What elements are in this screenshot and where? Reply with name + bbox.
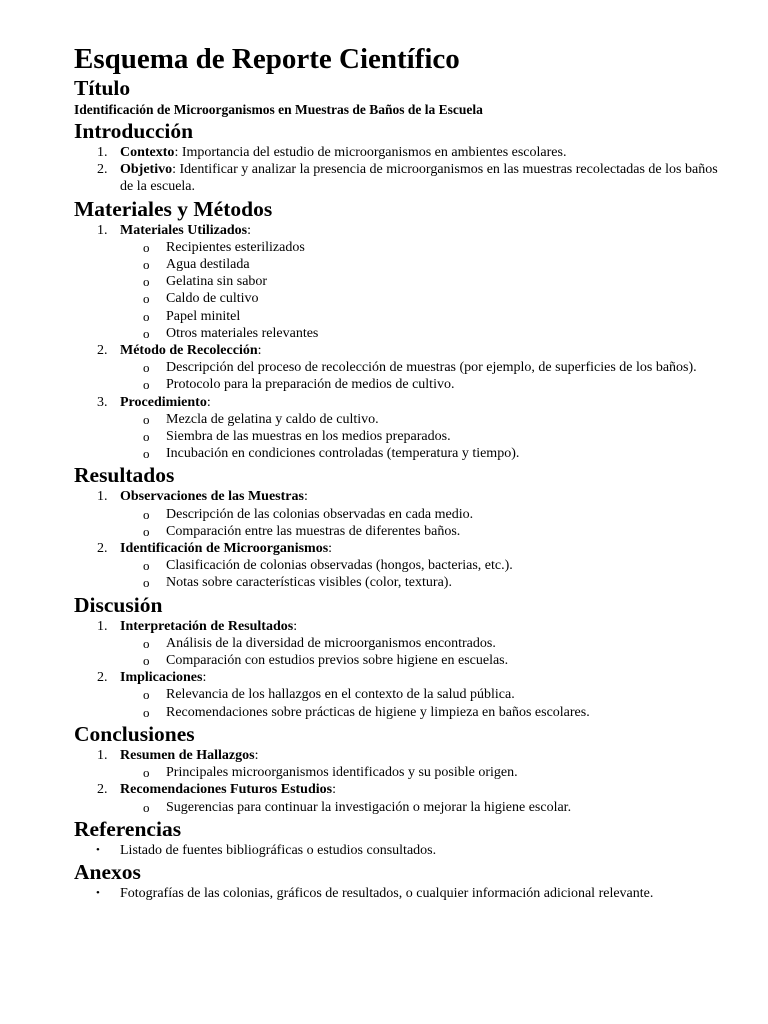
numbered-list-conclusiones (74, 747, 728, 816)
section-referencias (74, 817, 728, 859)
sub-bullet-icon: o (143, 360, 150, 376)
list-item (74, 222, 728, 342)
list-number: 1. (97, 747, 108, 763)
sub-bullet-icon: o (143, 429, 150, 445)
section-discusion (74, 593, 728, 721)
list-number: 2. (97, 343, 108, 359)
sub-bullet-icon: o (143, 291, 150, 307)
section-conclusiones (74, 722, 728, 816)
sub-bullet-icon: o (143, 325, 150, 341)
sub-list-item (74, 799, 728, 816)
sub-list (120, 239, 728, 342)
item-text: : (328, 541, 333, 557)
sub-item-text: Recipientes esterilizados (166, 239, 305, 255)
sub-item-text: Comparación con estudios previos sobre higiene en escuelas. (166, 653, 509, 669)
sub-bullet-icon: o (143, 635, 150, 651)
item-label: Objetivo (120, 162, 173, 178)
item-label: Materiales Utilizados (120, 222, 248, 238)
sub-item-text: Gelatina sin sabor (166, 274, 268, 290)
item-label: Recomendaciones Futuros Estudios (120, 782, 333, 798)
list-item (74, 394, 728, 463)
list-item (74, 540, 728, 592)
sub-bullet-icon: o (143, 308, 150, 324)
list-number: 2. (97, 670, 108, 686)
sub-item-text: Notas sobre características visibles (color, textura). (166, 575, 452, 591)
sub-list (120, 635, 728, 669)
numbered-list-intro (74, 144, 728, 196)
sub-item-text: Papel minitel (166, 308, 241, 324)
sub-bullet-icon: o (143, 506, 150, 522)
sub-bullet-icon: o (143, 687, 150, 703)
list-number: 1. (97, 618, 108, 634)
list-number: 1. (97, 222, 108, 238)
sub-list-item (74, 704, 728, 721)
item-label: Procedimiento (120, 394, 207, 410)
sub-item-text: Sugerencias para continuar la investigación o mejorar la higiene escolar. (166, 799, 572, 815)
sub-bullet-icon: o (143, 575, 150, 591)
list-item (74, 618, 728, 670)
report-title-text: Identificación de Microorganismos en Muestras de Baños de la Escuela (74, 102, 483, 117)
sub-list-item (74, 256, 728, 273)
list-number: 2. (97, 162, 108, 178)
item-label: Contexto (120, 145, 175, 160)
sub-list (120, 557, 728, 591)
sub-list-item (74, 411, 728, 428)
sub-bullet-icon: o (143, 257, 150, 273)
item-label: Implicaciones (120, 670, 203, 686)
sub-bullet-icon: o (143, 377, 150, 393)
item-label: Identificación de Microorganismos (120, 541, 329, 557)
sub-bullet-icon: o (143, 653, 150, 669)
item-text: : (202, 670, 207, 686)
sub-item-text: Comparación entre las muestras de diferentes baños. (166, 523, 461, 539)
list-item (74, 488, 728, 540)
numbered-list-resultados (74, 488, 728, 591)
list-number: 2. (97, 782, 108, 798)
section-resultados (74, 463, 728, 591)
sub-list-item (74, 273, 728, 290)
list-number: 1. (97, 145, 108, 160)
item-text: : Identificar y analizar la presencia de microorganismos en las muestras recolectadas de los baños de la escuela. (120, 162, 718, 195)
sub-item-text: Siembra de las muestras en los medios preparados. (166, 429, 451, 445)
sub-item-text: Otros materiales relevantes (166, 325, 319, 341)
sub-bullet-icon: o (143, 274, 150, 290)
list-item (74, 669, 728, 721)
bullet-item (74, 842, 728, 859)
bullet-text: Listado de fuentes bibliográficas o estudios consultados. (120, 842, 437, 858)
sub-list (120, 764, 728, 781)
bullet-list-anexos (74, 885, 728, 902)
item-label: Resumen de Hallazgos (120, 747, 255, 763)
sub-bullet-icon: o (143, 239, 150, 255)
item-text: : (293, 618, 298, 634)
document-title: Esquema de Reporte Científico (74, 43, 460, 75)
item-label: Método de Recolección (120, 343, 258, 359)
section-heading-resultados: Resultados (74, 463, 175, 488)
sub-list (120, 799, 728, 816)
numbered-list-materiales (74, 222, 728, 463)
section-materiales (74, 197, 728, 463)
sub-list-item (74, 359, 728, 376)
sub-bullet-icon: o (143, 523, 150, 539)
sub-list (120, 686, 728, 720)
sub-list-item (74, 428, 728, 445)
sub-list-item (74, 652, 728, 669)
sub-item-text: Agua destilada (166, 257, 250, 273)
numbered-list-discusion (74, 618, 728, 721)
sub-item-text: Análisis de la diversidad de microorganismos encontrados. (166, 635, 496, 651)
section-intro (74, 119, 728, 196)
list-number: 2. (97, 541, 108, 557)
sub-item-text: Descripción de las colonias observadas en cada medio. (166, 506, 474, 522)
sub-list-item (74, 376, 728, 393)
list-number: 3. (97, 394, 108, 410)
list-item (74, 144, 728, 161)
bullet-list-referencias (74, 842, 728, 859)
sub-item-text: Mezcla de gelatina y caldo de cultivo. (166, 411, 379, 427)
item-text: : Importancia del estudio de microorganismos en ambientes escolares. (174, 145, 567, 160)
bullet-icon: • (96, 843, 100, 856)
item-text: : (332, 782, 336, 798)
section-heading-conclusiones: Conclusiones (74, 721, 195, 746)
sub-list-item (74, 523, 728, 540)
sub-item-text: Clasificación de colonias observadas (hongos, bacterias, etc.). (166, 558, 513, 574)
sub-bullet-icon: o (143, 765, 150, 781)
section-heading-materiales: Materiales y Métodos (74, 196, 273, 221)
section-heading-referencias: Referencias (74, 816, 182, 841)
sub-list-item (74, 239, 728, 256)
sub-bullet-icon: o (143, 558, 150, 574)
list-number: 1. (97, 489, 108, 505)
item-text: : (254, 747, 259, 763)
sub-bullet-icon: o (143, 411, 150, 427)
item-text: : (303, 489, 308, 505)
sub-list-item (74, 445, 728, 462)
sub-item-text: Recomendaciones sobre prácticas de higiene y limpieza en baños escolares. (166, 704, 590, 720)
sub-item-text: Descripción del proceso de recolección de muestras (por ejemplo, de superficies de los baños). (166, 360, 697, 376)
section-heading-anexos: Anexos (74, 859, 141, 884)
sub-list (120, 359, 728, 393)
section-heading-discusion: Discusión (74, 592, 163, 617)
sub-bullet-icon: o (143, 704, 150, 720)
titulo-heading: Título (74, 76, 131, 100)
sub-list-item (74, 290, 728, 307)
list-item (74, 781, 728, 815)
sub-item-text: Relevancia de los hallazgos en el contexto de la salud pública. (166, 687, 515, 703)
sub-item-text: Principales microorganismos identificados y su posible origen. (166, 765, 518, 781)
sub-list-item (74, 557, 728, 574)
item-label: Interpretación de Resultados (120, 618, 294, 634)
sub-bullet-icon: o (143, 446, 150, 462)
sub-item-text: Incubación en condiciones controladas (temperatura y tiempo). (166, 446, 520, 462)
section-anexos (74, 860, 728, 902)
sub-list-item (74, 325, 728, 342)
sub-list-item (74, 686, 728, 703)
sub-list-item (74, 635, 728, 652)
item-text: : (257, 343, 262, 359)
item-text: : (206, 394, 211, 410)
list-item (74, 747, 728, 781)
sub-list-item (74, 574, 728, 591)
sub-list (120, 506, 728, 540)
section-heading-intro: Introducción (74, 119, 194, 143)
item-label: Observaciones de las Muestras (120, 489, 304, 505)
bullet-item (74, 885, 728, 902)
item-text: : (247, 222, 252, 238)
sub-list-item (74, 764, 728, 781)
bullet-icon: • (96, 886, 100, 899)
sub-item-text: Caldo de cultivo (166, 291, 259, 307)
list-item (74, 161, 728, 195)
sub-item-text: Protocolo para la preparación de medios de cultivo. (166, 377, 455, 393)
bullet-text: Fotografías de las colonias, gráficos de resultados, o cualquier información adicional relevante. (120, 885, 654, 901)
sub-list-item (74, 506, 728, 523)
sub-list-item (74, 308, 728, 325)
list-item (74, 342, 728, 394)
sub-bullet-icon: o (143, 799, 150, 815)
sub-list (120, 411, 728, 463)
